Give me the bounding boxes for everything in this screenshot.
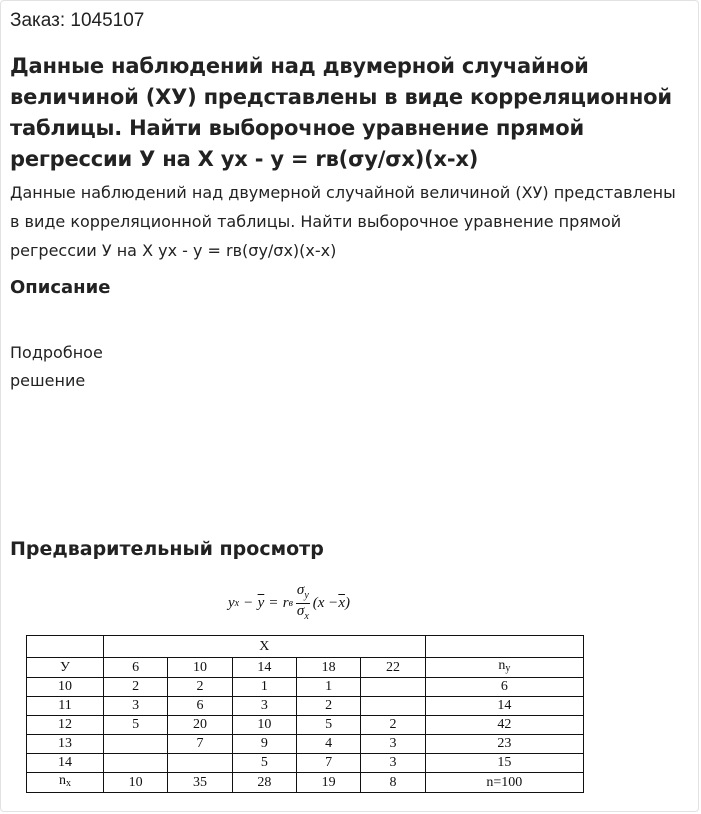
table-row [27, 773, 584, 793]
frequency-cell: 6 [168, 697, 232, 716]
nx-value-cell: 19 [296, 773, 360, 793]
nx-label-cell-sub: x [66, 778, 71, 789]
regression-formula [228, 581, 350, 625]
nx-value-cell: 35 [168, 773, 232, 793]
table-row [27, 754, 584, 773]
formula-den-sub: x [304, 610, 309, 622]
ny-header-cell-label: n [498, 658, 506, 673]
nx-value-cell: 10 [104, 773, 168, 793]
ny-value-cell: 15 [425, 754, 583, 773]
table-row [27, 658, 584, 678]
frequency-cell: 1 [296, 678, 360, 697]
formula-num-sub: y [304, 589, 309, 601]
table-corner-cell [27, 636, 104, 658]
table-row [27, 735, 584, 754]
formula-fraction [296, 583, 310, 624]
formula-y-sub: x [234, 597, 240, 609]
ny-header-cell [425, 658, 583, 678]
x-value-cell: 18 [296, 658, 360, 678]
frequency-cell: 20 [168, 716, 232, 735]
page-title: Данные наблюдений над двумерной случайной величиной (ХУ) представлены в виде корреляционной таблицы. Найти выборочное уравнение прямой регрессии У на Х ух - у = rв(σу/σх)(х-х) [10, 54, 672, 171]
frequency-cell: 7 [296, 754, 360, 773]
frequency-cell [361, 697, 425, 716]
nx-value-cell: 8 [361, 773, 425, 793]
frequency-cell: 1 [232, 678, 296, 697]
formula-y: y [228, 594, 235, 611]
y-value-cell: 13 [27, 735, 104, 754]
frequency-cell [361, 678, 425, 697]
frequency-cell: 7 [168, 735, 232, 754]
x-value-cell: 22 [361, 658, 425, 678]
frequency-cell: 10 [232, 716, 296, 735]
x-header-cell: X [104, 636, 426, 658]
preview-heading: Предварительный просмотр [10, 538, 324, 560]
formula-close: ) [344, 594, 350, 611]
y-value-cell: 11 [27, 697, 104, 716]
frequency-cell: 2 [168, 678, 232, 697]
order-number: Заказ: 1045107 [10, 10, 145, 31]
formula-den: σ [296, 602, 305, 619]
frequency-cell [104, 754, 168, 773]
frequency-cell: 3 [232, 697, 296, 716]
total-cell: n=100 [425, 773, 583, 793]
nx-label-cell [27, 773, 104, 793]
table-empty-cell [425, 636, 583, 658]
formula-r: r [282, 594, 289, 611]
formula-minus: − [244, 594, 253, 611]
table-row [27, 716, 584, 735]
y-value-cell: 12 [27, 716, 104, 735]
frequency-cell [168, 754, 232, 773]
y-value-cell: 10 [27, 678, 104, 697]
formula-xbar: $\overline{x}$ [338, 594, 345, 611]
ny-header-cell-sub: y [505, 663, 511, 674]
frequency-cell: 3 [361, 754, 425, 773]
frequency-cell [104, 735, 168, 754]
frequency-cell: 2 [104, 678, 168, 697]
ny-value-cell: 6 [425, 678, 583, 697]
formula-num: σ [296, 581, 305, 598]
x-value-cell: 10 [168, 658, 232, 678]
ny-value-cell: 42 [425, 716, 583, 735]
correlation-table [26, 635, 584, 793]
ny-value-cell: 14 [425, 697, 583, 716]
task-description: Данные наблюдений над двумерной случайной величиной (ХУ) представлены в виде корреляционной таблицы. Найти выборочное уравнение прямой регрессии У на Х ух - у = rв(σу/σх)(х-х) [10, 183, 676, 260]
frequency-cell: 9 [232, 735, 296, 754]
nx-label-cell-label: n [59, 773, 66, 788]
x-value-cell: 14 [232, 658, 296, 678]
formula-r-sub: в [288, 597, 293, 609]
frequency-cell: 2 [361, 716, 425, 735]
preview-image [23, 579, 593, 799]
frequency-cell: 3 [361, 735, 425, 754]
table-header-row [27, 636, 584, 658]
table-row [27, 697, 584, 716]
y-value-cell: 14 [27, 754, 104, 773]
formula-tail: (x − [312, 594, 339, 611]
description-heading: Описание [10, 277, 111, 298]
detailed-solution-text: Подробное решение [10, 343, 103, 390]
x-value-cell: 6 [104, 658, 168, 678]
frequency-cell: 3 [104, 697, 168, 716]
y-label-cell: У [27, 658, 104, 678]
ny-value-cell: 23 [425, 735, 583, 754]
frequency-cell: 5 [232, 754, 296, 773]
table-row [27, 678, 584, 697]
formula-equals: = [269, 594, 278, 611]
frequency-cell: 4 [296, 735, 360, 754]
frequency-cell: 5 [104, 716, 168, 735]
nx-value-cell: 28 [232, 773, 296, 793]
frequency-cell: 2 [296, 697, 360, 716]
frequency-cell: 5 [296, 716, 360, 735]
formula-ybar: $\overline{y}$ [257, 594, 265, 611]
